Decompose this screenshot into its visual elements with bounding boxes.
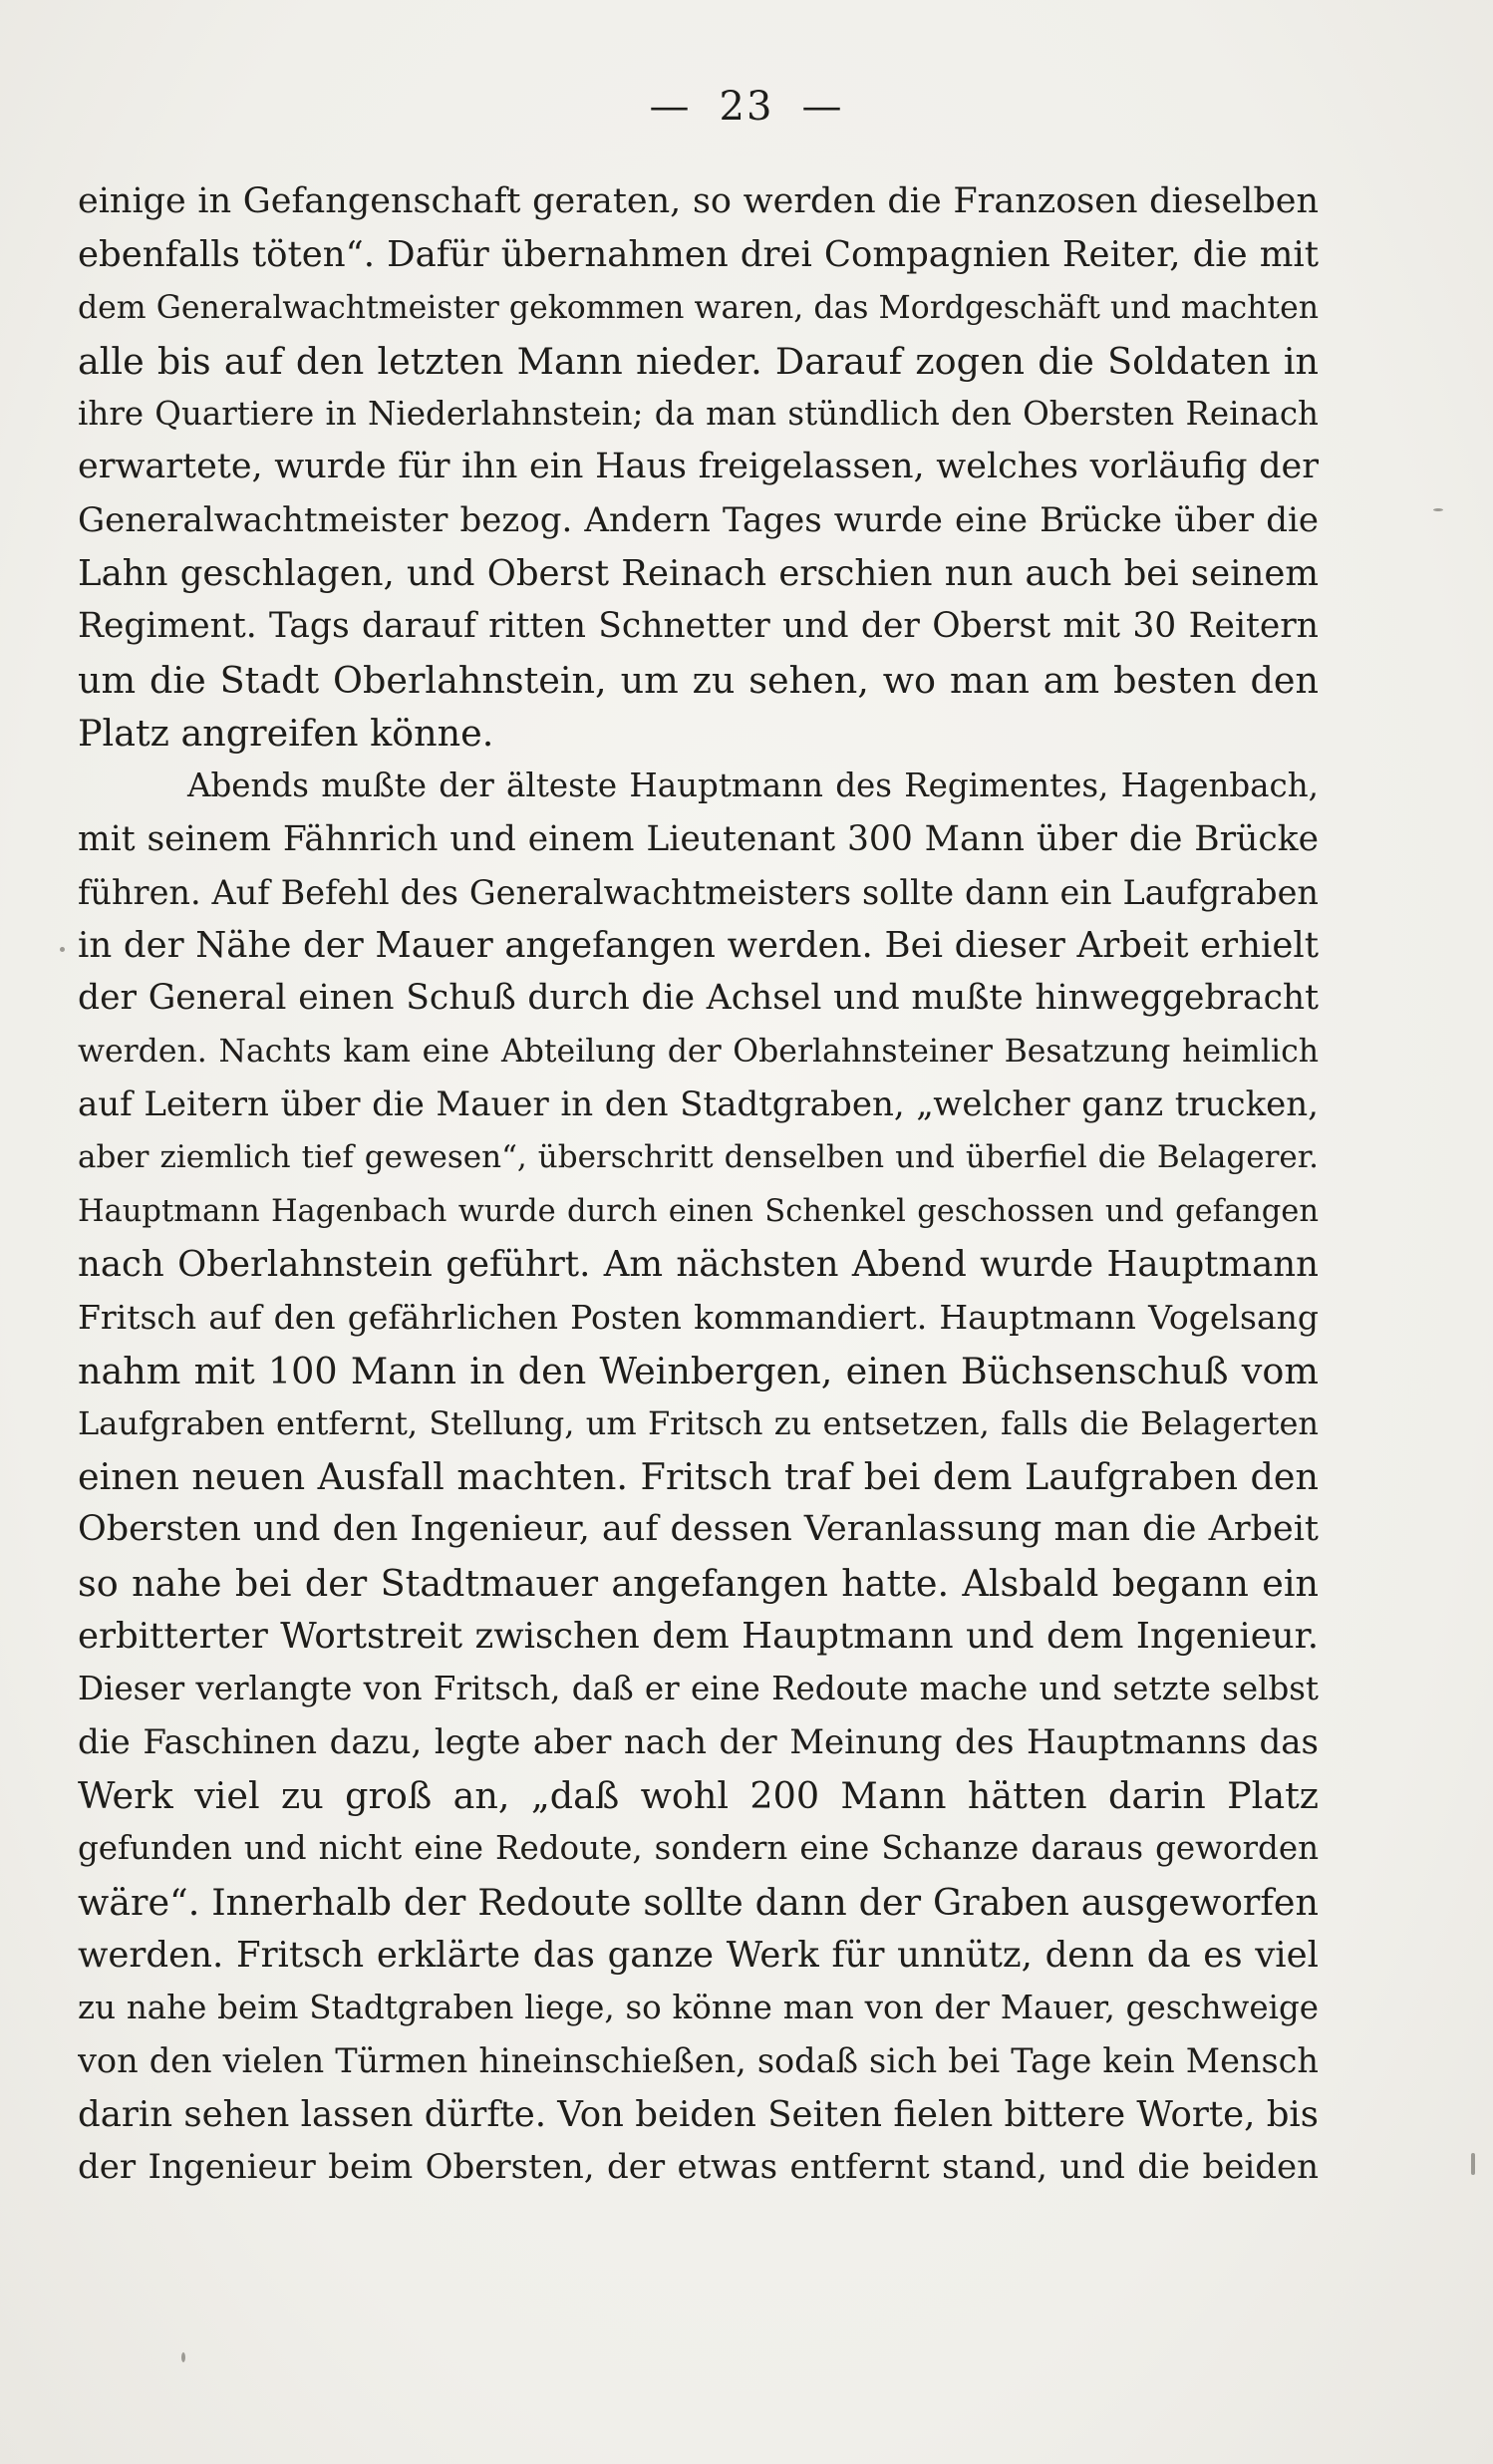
text-line: Regiment. Tags darauf ritten Schnetter und der Oberst mit 30 Reitern: [78, 606, 1319, 647]
text-line: dem Generalwachtmeister gekommen waren, das Mordgeschäft und machten: [78, 289, 1319, 326]
paragraph-start-line: Abends mußte der älteste Hauptmann des Regimentes, Hagenbach,: [187, 767, 1319, 805]
text-line: erbitterter Wortstreit zwischen dem Hauptmann und dem Ingenieur.: [78, 1616, 1319, 1658]
paper-speck: [1433, 508, 1443, 511]
text-line: Dieser verlangte von Fritsch, daß er eine Redoute mache und setzte selbst: [78, 1670, 1319, 1708]
text-line: zu nahe beim Stadtgraben liege, so könne man von der Mauer, geschweige: [78, 1989, 1319, 2027]
text-line: führen. Auf Befehl des Generalwachtmeisters sollte dann ein Laufgraben: [78, 872, 1319, 912]
paper-speck: [60, 947, 65, 952]
text-line: der Ingenieur beim Obersten, der etwas entfernt stand, und die beiden: [78, 2146, 1319, 2187]
text-line: auf Leitern über die Mauer in den Stadtgraben, „welcher ganz trucken,: [78, 1084, 1319, 1125]
text-line: alle bis auf den letzten Mann nieder. Darauf zogen die Soldaten in: [78, 339, 1319, 383]
text-line: einige in Gefangenschaft geraten, so werden die Franzosen dieselben: [78, 181, 1319, 221]
text-line: so nahe bei der Stadtmauer angefangen hatte. Alsbald begann ein: [78, 1561, 1319, 1605]
header-dash-right: —: [801, 84, 844, 130]
page-number: 23: [719, 84, 774, 130]
text-line: Werk viel zu groß an, „daß wohl 200 Mann hätten darin Platz: [78, 1773, 1319, 1817]
text-line: werden. Fritsch erklärte das ganze Werk für unnütz, denn da es viel: [78, 1934, 1319, 1976]
text-line: in der Nähe der Mauer angefangen werden. Bei dieser Arbeit erhielt: [78, 925, 1319, 967]
text-line: Fritsch auf den gefährlichen Posten kommandiert. Hauptmann Vogelsang: [78, 1298, 1319, 1338]
text-line: mit seinem Fähnrich und einem Lieutenant 300 Mann über die Brücke: [78, 818, 1319, 859]
page-header: [0, 84, 1493, 130]
paper-speck: [181, 2352, 185, 2362]
text-line: Lahn geschlagen, und Oberst Reinach erschien nun auch bei seinem: [78, 553, 1319, 595]
text-line: einen neuen Ausfall machten. Fritsch traf bei dem Laufgraben den: [78, 1455, 1319, 1499]
paper-speck: [1471, 2153, 1475, 2175]
body-text: [78, 175, 1319, 2194]
header-dash-left: —: [649, 84, 692, 130]
text-line: erwartete, wurde für ihn ein Haus freigelassen, welches vorläufig der: [78, 447, 1319, 487]
text-line: Generalwachtmeister bezog. Andern Tages wurde eine Brücke über die: [78, 499, 1319, 540]
text-line: ihre Quartiere in Niederlahnstein; da man stündlich den Obersten Reinach: [78, 395, 1319, 434]
text-line: wäre“. Innerhalb der Redoute sollte dann der Graben ausgeworfen: [78, 1880, 1319, 1924]
text-line: ebenfalls töten“. Dafür übernahmen drei Compagnien Reiter, die mit: [78, 234, 1319, 276]
text-line: aber ziemlich tief gewesen“, überschritt denselben und überfiel die Belagerer.: [78, 1139, 1319, 1176]
text-line: Platz angreifen könne.: [78, 711, 494, 755]
text-line: gefunden und nicht eine Redoute, sondern eine Schanze daraus geworden: [78, 1829, 1319, 1868]
text-line: nach Oberlahnstein geführt. Am nächsten Abend wurde Hauptmann: [78, 1243, 1319, 1285]
text-line: darin sehen lassen dürfte. Von beiden Seiten fielen bittere Worte, bis: [78, 2093, 1319, 2135]
text-line: nahm mit 100 Mann in den Weinbergen, einen Büchsenschuß vom: [78, 1349, 1319, 1392]
text-line: werden. Nachts kam eine Abteilung der Oberlahnsteiner Besatzung heimlich: [78, 1033, 1319, 1070]
text-line: von den vielen Türmen hineinschießen, sodaß sich bei Tage kein Mensch: [78, 2041, 1319, 2081]
text-line: der General einen Schuß durch die Achsel und mußte hinweggebracht: [78, 978, 1319, 1019]
text-line: Obersten und den Ingenieur, auf dessen Veranlassung man die Arbeit: [78, 1509, 1319, 1550]
text-line: die Faschinen dazu, legte aber nach der Meinung des Hauptmanns das: [78, 1721, 1319, 1762]
text-line: Hauptmann Hagenbach wurde durch einen Schenkel geschossen und gefangen: [78, 1193, 1319, 1229]
text-line: um die Stadt Oberlahnstein, um zu sehen, wo man am besten den: [78, 658, 1319, 702]
text-line: Laufgraben entfernt, Stellung, um Fritsch zu entsetzen, falls die Belagerten: [78, 1403, 1319, 1442]
